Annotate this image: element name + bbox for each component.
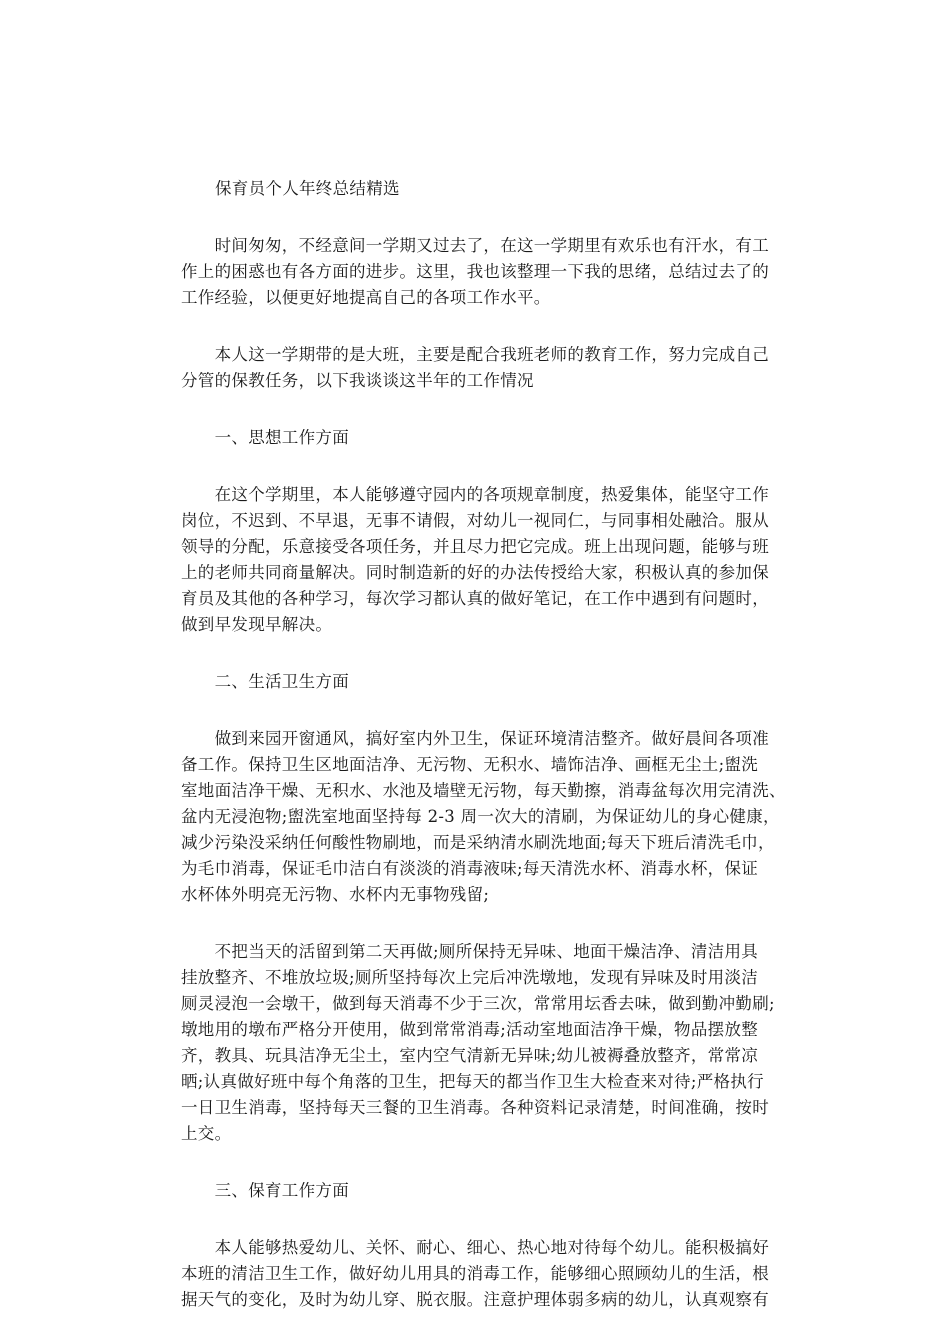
text-line: 三、保育工作方面 [181,1181,349,1200]
text-line: 岗位，不迟到、不早退，无事不请假，对幼儿一视同仁，与同事相处融洽。服从 [181,511,769,530]
paragraph [181,482,781,638]
spacer [181,638,781,669]
text-line: 领导的分配，乐意接受各项任务，并且尽力把它完成。班上出现问题，能够与班 [181,537,769,556]
text-line: 作上的困惑也有各方面的进步。这里，我也该整理一下我的思绪，总结过去了的 [181,262,769,281]
text-line: 一日卫生消毒，坚持每天三餐的卫生消毒。各种资料记录清楚，时间准确，按时 [181,1098,769,1117]
spacer [181,908,781,939]
text-line: 为毛巾消毒，保证毛巾洁白有淡淡的消毒液味;每天清洗水杯、消毒水杯，保证 [181,859,759,878]
text-line: 上的老师共同商量解决。同时制造新的好的办法传授给大家，积极认真的参加保 [181,563,769,582]
text-line: 减少污染没采纳任何酸性物刷地，而是采纳清水刷洗地面;每天下班后清洗毛巾， [181,833,775,852]
spacer [181,202,781,233]
paragraph [181,425,781,451]
text-line: 育员及其他的各种学习，每次学习都认真的做好笔记，在工作中遇到有问题时， [181,589,769,608]
text-line: 厕灵浸泡一会墩干，做到每天消毒不少于三次，常常用坛香去味，做到勤冲勤刷; [181,994,775,1013]
text-line: 据天气的变化，及时为幼儿穿、脱衣服。注意护理体弱多病的幼儿，认真观察有 [181,1290,769,1309]
paragraph [181,669,781,695]
text-line: 上交。 [181,1124,232,1143]
text-line: 本人能够热爱幼儿、关怀、耐心、细心、热心地对待每个幼儿。能积极搞好 [181,1238,769,1257]
text-line: 分管的保教任务，以下我谈谈这半年的工作情况 [181,371,534,390]
text-line: 本班的清洁卫生工作，做好幼儿用具的消毒工作，能够细心照顾幼儿的生活，根 [181,1264,769,1283]
text-line: 墩地用的墩布严格分开使用，做到常常消毒;活动室地面洁净干燥，物品摆放整 [181,1020,759,1039]
paragraph [181,233,781,311]
paragraph [181,342,781,394]
spacer [181,1147,781,1178]
text-line: 齐，教具、玩具洁净无尘土，室内空气清新无异味;幼儿被褥叠放整齐，常常凉 [181,1046,759,1065]
text-line: 室地面洁净干燥、无积水、水池及墙壁无污物，每天勤擦，消毒盆每次用完清洗、 [181,781,786,800]
text-line: 不把当天的活留到第二天再做;厕所保持无异味、地面干燥洁净、清洁用具 [181,942,759,961]
text-line: 备工作。保持卫生区地面洁净、无污物、无积水、墙饰洁净、画框无尘土;盥洗 [181,755,759,774]
text-line: 一、思想工作方面 [181,428,349,447]
document-page [181,176,786,1313]
paragraph [181,939,781,1147]
text-line: 盆内无浸泡物;盥洗室地面坚持每 2-3 周一次大的清刷，为保证幼儿的身心健康， [181,807,780,826]
text-line: 做到早发现早解决。 [181,615,333,634]
spacer [181,1204,781,1235]
text-line: 工作经验，以便更好地提高自己的各项工作水平。 [181,288,551,307]
spacer [181,695,781,726]
paragraph [181,1235,781,1313]
text-line: 二、生活卫生方面 [181,672,349,691]
text-line: 时间匆匆，不经意间一学期又过去了，在这一学期里有欢乐也有汗水，有工 [181,236,769,255]
text-line: 本人这一学期带的是大班，主要是配合我班老师的教育工作，努力完成自己 [181,345,769,364]
document-body [181,233,786,1313]
paragraph [181,1178,781,1204]
spacer [181,451,781,482]
spacer [181,394,781,425]
spacer [181,311,781,342]
text-line: 水杯体外明亮无污物、水杯内无事物残留; [181,885,490,904]
document-title: 保育员个人年终总结精选 [215,179,400,198]
text-line: 做到来园开窗通风，搞好室内外卫生，保证环境清洁整齐。做好晨间各项准 [181,729,769,748]
text-line: 在这个学期里，本人能够遵守园内的各项规章制度，热爱集体，能坚守工作 [181,485,769,504]
text-line: 晒;认真做好班中每个角落的卫生，把每天的都当作卫生大检查来对待;严格执行 [181,1072,764,1091]
paragraph [181,726,786,908]
text-line: 挂放整齐、不堆放垃圾;厕所坚持每次上完后冲洗墩地，发现有异味及时用淡洁 [181,968,759,987]
